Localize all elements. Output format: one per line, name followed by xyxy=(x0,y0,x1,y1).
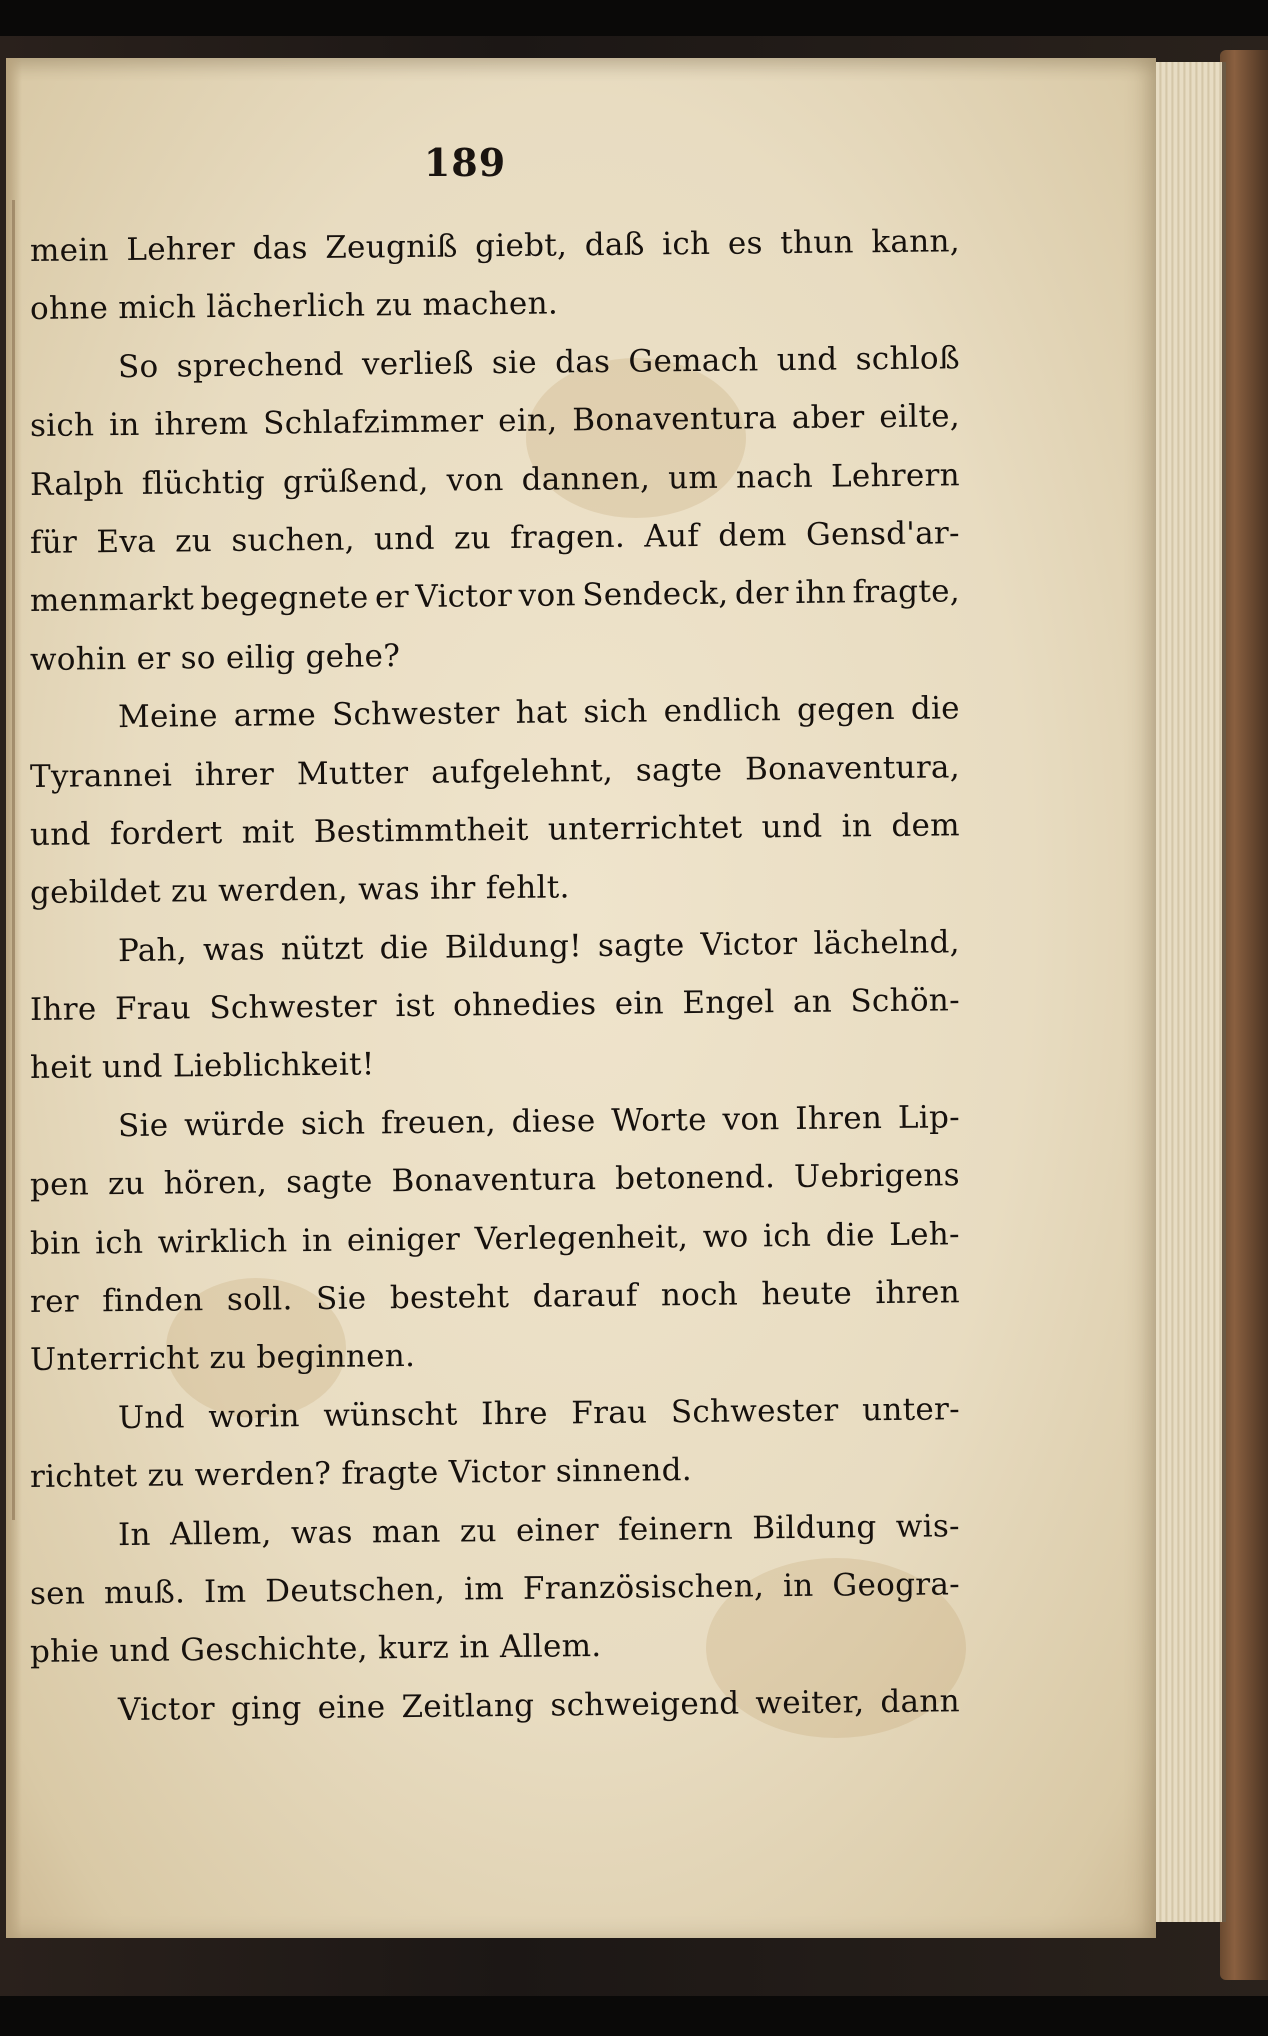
text-word: das xyxy=(554,343,611,381)
text-word: Victor xyxy=(700,925,798,963)
text-word: und xyxy=(776,341,838,378)
text-word: von xyxy=(518,577,576,615)
text-word: Victor xyxy=(117,1690,216,1728)
text-word: ein, xyxy=(498,402,558,440)
text-word: Victor xyxy=(448,1453,556,1491)
text-word: in xyxy=(841,808,873,845)
text-word: und xyxy=(101,1048,174,1086)
text-word: Frau xyxy=(114,990,192,1028)
text-word: grüßend, xyxy=(282,462,429,500)
text-word: er xyxy=(374,579,410,616)
text-word: um xyxy=(667,459,719,496)
text-word: wis- xyxy=(895,1507,961,1545)
text-word: zu xyxy=(147,1457,195,1494)
text-word: fragte xyxy=(341,1454,449,1492)
text-word: Pah, xyxy=(117,932,188,969)
page-number: 189 xyxy=(423,140,507,185)
text-word: sagte xyxy=(635,751,723,789)
text-word: thun xyxy=(780,224,855,262)
text-word: werden, xyxy=(217,871,359,910)
text-word: begegnete xyxy=(200,579,369,618)
text-word: unter- xyxy=(861,1391,961,1429)
text-word: lächelnd, xyxy=(813,923,961,962)
book-cover-edge xyxy=(1220,50,1268,1980)
text-word: Deutschen, xyxy=(265,1571,446,1610)
text-word: Sie xyxy=(315,1280,367,1318)
text-word: zu xyxy=(175,523,213,560)
text-word: zu xyxy=(170,873,219,910)
text-word: einer xyxy=(515,1511,600,1549)
text-word: kurz xyxy=(377,1629,460,1667)
text-word: so xyxy=(180,639,227,677)
text-word: ich xyxy=(94,1224,144,1261)
text-word: Im xyxy=(203,1573,247,1611)
text-word: Eva xyxy=(96,523,157,561)
text-line xyxy=(30,1672,961,1740)
text-word: hat xyxy=(515,694,568,732)
text-word: Gensd'ar- xyxy=(805,515,961,553)
text-word: von xyxy=(446,461,504,499)
text-word: aufgelehnt, xyxy=(430,752,614,791)
text-word: Sie xyxy=(117,1107,169,1144)
text-word: suchen, xyxy=(231,521,355,559)
text-word: Bonaventura, xyxy=(744,748,961,788)
text-word: In xyxy=(117,1516,151,1553)
text-line xyxy=(30,563,961,631)
text-word: flüchtig xyxy=(141,464,266,502)
text-word: gegen xyxy=(796,691,896,729)
text-word: zu xyxy=(459,1512,497,1550)
text-word: zu xyxy=(453,520,492,557)
text-word: soll. xyxy=(226,1281,293,1318)
text-word: worin xyxy=(208,1397,300,1435)
text-word: finden xyxy=(102,1282,204,1320)
text-word: Verlegenheit, xyxy=(474,1218,689,1257)
text-word: Lieblichkeit! xyxy=(172,1046,375,1085)
text-line xyxy=(30,971,961,1039)
text-word: wirklich xyxy=(157,1222,288,1261)
text-word: für xyxy=(29,524,78,561)
text-word: mein xyxy=(29,232,110,269)
text-word: in xyxy=(108,407,140,444)
text-line xyxy=(30,271,961,339)
text-word: im xyxy=(463,1571,505,1608)
text-word: Uebrigens xyxy=(793,1157,961,1196)
text-word: kann, xyxy=(871,223,961,261)
text-word: Lip- xyxy=(897,1099,961,1136)
text-word: nützt xyxy=(280,930,364,968)
text-word: mich xyxy=(118,289,207,327)
text-word: würde xyxy=(183,1106,286,1144)
text-word: Engel xyxy=(682,984,775,1022)
text-word: bin xyxy=(29,1225,81,1262)
text-word: sich xyxy=(583,693,648,731)
text-word: Worte xyxy=(611,1101,707,1139)
text-word: Bestimmtheit xyxy=(313,811,529,850)
text-word: dannen, xyxy=(521,460,651,498)
text-word: ihrer xyxy=(194,755,275,793)
text-word: freuen, xyxy=(380,1103,497,1142)
text-word: ein xyxy=(614,985,665,1022)
text-word: ihr xyxy=(429,870,487,908)
text-word: Ihre xyxy=(29,991,97,1029)
text-word: Leh- xyxy=(889,1215,961,1253)
text-word: sagte xyxy=(285,1163,373,1201)
text-line xyxy=(30,1147,961,1215)
text-word: ist xyxy=(395,987,435,1025)
text-word: Ihre xyxy=(480,1395,548,1433)
text-word: gehe? xyxy=(305,637,401,675)
text-word: betonend. xyxy=(614,1159,776,1198)
text-word: richtet xyxy=(29,1457,148,1496)
text-line xyxy=(30,1322,961,1390)
text-word: daß xyxy=(584,226,645,264)
text-word: Frau xyxy=(571,1394,648,1432)
text-line xyxy=(30,621,961,689)
text-word: aber xyxy=(791,399,865,437)
text-word: Allem. xyxy=(499,1628,602,1666)
text-word: in xyxy=(301,1222,333,1259)
text-word: dem xyxy=(718,517,787,554)
text-word: diese xyxy=(511,1102,596,1140)
text-word: ohne xyxy=(29,290,119,328)
text-word: Bildung! xyxy=(444,927,583,966)
text-line xyxy=(30,1263,961,1331)
text-word: Meine xyxy=(117,698,219,736)
text-word: hören, xyxy=(163,1164,268,1202)
text-line xyxy=(30,1088,961,1156)
text-word: noch xyxy=(660,1276,739,1314)
text-word: darauf xyxy=(532,1277,638,1315)
text-word: Und xyxy=(117,1399,186,1436)
text-word: Bonaventura xyxy=(391,1161,597,1200)
body-text xyxy=(30,222,960,1740)
text-word: und xyxy=(761,808,823,846)
text-word: Victor xyxy=(415,578,513,616)
text-word: es xyxy=(727,225,763,262)
text-word: rer xyxy=(29,1283,80,1321)
page-stack-edges xyxy=(1150,62,1226,1922)
text-word: endlich xyxy=(663,692,782,730)
text-word: fordert xyxy=(109,814,223,853)
text-word: phie xyxy=(29,1633,110,1671)
text-word: muß. xyxy=(103,1574,186,1612)
text-word: werden? xyxy=(194,1455,342,1494)
text-line xyxy=(30,855,961,923)
text-line xyxy=(30,1205,961,1273)
text-word: heute xyxy=(761,1275,853,1313)
text-word: beginnen. xyxy=(256,1338,416,1377)
text-word: arme xyxy=(233,697,317,734)
text-word: Bonaventura xyxy=(572,400,778,439)
text-word: die xyxy=(825,1216,875,1254)
text-word: das xyxy=(252,230,308,267)
text-word: Allem, xyxy=(169,1515,272,1553)
text-word: Auf xyxy=(644,517,700,555)
text-word: und xyxy=(29,816,91,853)
text-word: zu xyxy=(107,1166,146,1203)
text-word: und xyxy=(109,1632,181,1670)
text-word: ihn xyxy=(795,574,847,612)
text-word: Französischen, xyxy=(522,1568,765,1607)
text-word: von xyxy=(722,1101,780,1138)
text-word: weiter, xyxy=(755,1684,865,1722)
text-word: Unterricht xyxy=(29,1340,210,1379)
text-word: Schlafzimmer xyxy=(262,403,484,442)
text-word: gebildet xyxy=(29,873,172,912)
text-word: giebt, xyxy=(474,227,568,265)
text-word: Zeugniß xyxy=(325,228,458,266)
text-word: was xyxy=(290,1514,353,1551)
text-line xyxy=(30,1555,961,1623)
text-word: wo xyxy=(702,1218,749,1255)
text-word: ohnedies xyxy=(452,986,597,1024)
text-word: zu xyxy=(209,1340,257,1377)
text-word: eilte, xyxy=(879,398,961,436)
text-word: menmarkt xyxy=(29,581,195,620)
text-word: ihrem xyxy=(154,405,249,443)
text-word: So xyxy=(117,348,159,385)
text-word: ich xyxy=(762,1217,812,1254)
text-word: Schwester xyxy=(331,695,500,733)
text-line xyxy=(30,212,961,280)
text-word: ging xyxy=(230,1689,302,1727)
text-line xyxy=(30,446,961,514)
text-word: Schön- xyxy=(850,982,961,1020)
text-word: sprechend xyxy=(176,346,344,385)
text-word: fragte, xyxy=(852,573,961,611)
text-word: ich xyxy=(662,225,711,263)
text-word: nach xyxy=(735,458,814,496)
text-line xyxy=(30,738,961,806)
text-word: was xyxy=(357,871,431,908)
text-word: der xyxy=(734,575,789,612)
text-word: sich xyxy=(29,407,95,445)
text-word: besteht xyxy=(389,1279,510,1317)
text-word: fehlt. xyxy=(485,869,570,907)
text-word: einiger xyxy=(346,1221,461,1259)
text-word: Lehrern xyxy=(830,456,961,495)
text-word: schloß xyxy=(855,340,961,378)
text-word: Ralph xyxy=(29,465,124,503)
text-word: sie xyxy=(491,344,538,381)
text-word: Ihren xyxy=(795,1099,883,1137)
text-word: wünscht xyxy=(323,1396,458,1434)
text-word: die xyxy=(910,690,961,727)
text-word: lächerlich xyxy=(206,287,376,326)
text-word: Mutter xyxy=(296,754,409,792)
text-word: zu xyxy=(375,287,423,324)
text-word: Tyrannei xyxy=(29,757,173,795)
text-word: pen xyxy=(29,1166,90,1204)
text-word: machen. xyxy=(422,285,559,324)
text-word: Geogra- xyxy=(832,1566,961,1604)
text-word: sinnend. xyxy=(555,1452,693,1490)
text-word: eilig xyxy=(225,638,306,676)
text-word: feinern xyxy=(617,1510,734,1548)
text-word: Sendeck, xyxy=(582,576,729,614)
text-word: wohin xyxy=(29,640,137,678)
gutter-line xyxy=(12,200,15,1520)
text-line xyxy=(30,1614,961,1682)
text-line xyxy=(30,796,961,864)
text-word: die xyxy=(379,929,429,967)
text-word: sich xyxy=(300,1105,366,1143)
text-line xyxy=(30,387,961,455)
text-line xyxy=(30,913,961,981)
text-word: sen xyxy=(29,1575,86,1612)
text-word: an xyxy=(792,983,833,1021)
text-word: und xyxy=(373,520,435,558)
text-word: Bildung xyxy=(752,1508,877,1547)
text-line xyxy=(30,1030,961,1098)
text-word: mit xyxy=(241,814,295,851)
text-word: Schwester xyxy=(209,988,378,1027)
text-word: unterrichtet xyxy=(547,809,743,848)
text-word: in xyxy=(782,1567,814,1605)
text-word: ihren xyxy=(875,1274,961,1312)
text-word: verließ xyxy=(361,345,474,383)
text-word: in xyxy=(459,1629,501,1666)
text-word: eine xyxy=(317,1689,386,1726)
text-word: schweigend xyxy=(550,1685,740,1724)
text-word: Geschichte, xyxy=(180,1630,379,1669)
text-line xyxy=(30,504,961,572)
text-line xyxy=(30,329,961,397)
text-word: Schwester xyxy=(670,1392,839,1431)
text-word: Zeitlang xyxy=(401,1687,535,1725)
text-word: was xyxy=(202,931,266,968)
text-line xyxy=(30,1497,961,1565)
text-line xyxy=(30,679,961,747)
text-word: dem xyxy=(891,807,961,844)
text-line xyxy=(30,1380,961,1448)
text-line xyxy=(30,1438,961,1506)
text-word: dann xyxy=(880,1683,961,1720)
text-word: fragen. xyxy=(509,518,626,556)
text-word: man xyxy=(371,1513,441,1551)
text-word: Gemach xyxy=(628,342,759,380)
text-word: heit xyxy=(29,1049,103,1087)
text-word: Lehrer xyxy=(126,230,236,268)
text-word: er xyxy=(136,640,181,677)
text-word: sagte xyxy=(597,926,685,964)
